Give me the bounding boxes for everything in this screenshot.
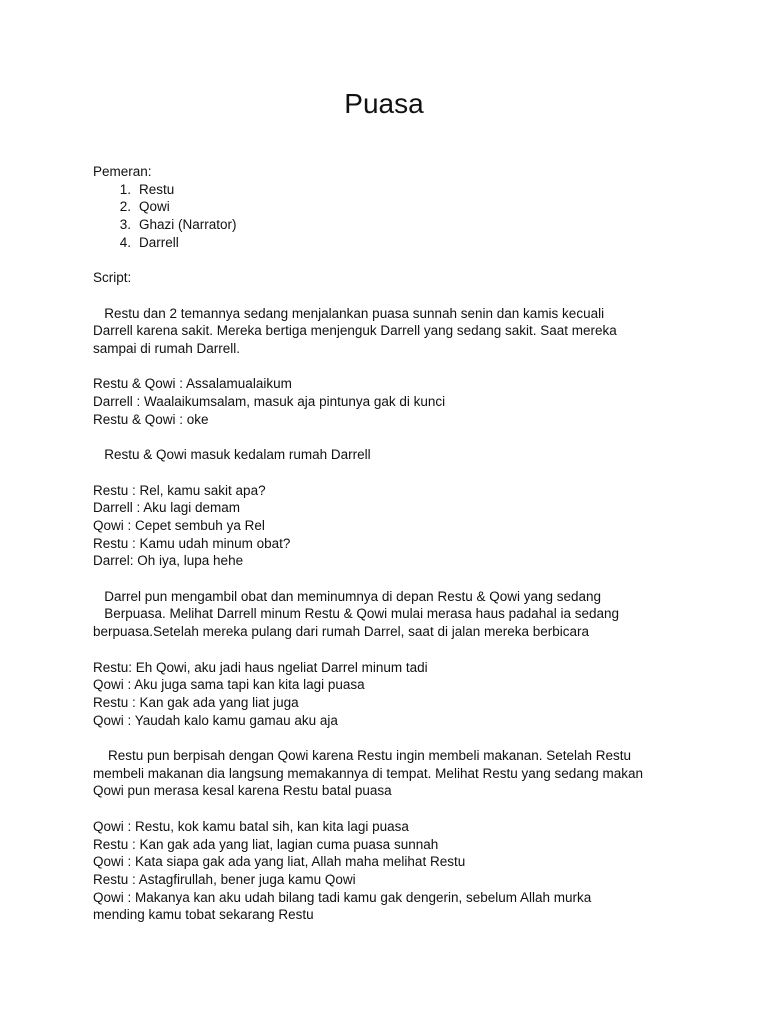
dialogue-block	[93, 818, 693, 924]
dialogue-line: Restu & Qowi : Assalamualaikum	[93, 376, 292, 392]
dialogue-line: Qowi : Cepet sembuh ya Rel	[93, 517, 265, 533]
cast-name: Restu	[139, 181, 175, 197]
dialogue-block	[93, 659, 693, 730]
cast-name: Darrell	[139, 234, 179, 250]
narration-paragraph	[93, 588, 693, 641]
dialogue-line: Restu & Qowi : oke	[93, 411, 209, 427]
dialogue-line: Qowi : Kata siapa gak ada yang liat, Allah maha melihat Restu	[93, 854, 466, 870]
narration-line: sampai di rumah Darrell.	[93, 340, 241, 356]
dialogue-line: Restu : Kamu udah minum obat?	[93, 535, 291, 551]
cast-name: Qowi	[139, 199, 170, 215]
narration-line: Restu & Qowi masuk kedalam rumah Darrell	[93, 447, 371, 463]
dialogue-line: Restu : Astagfirullah, bener juga kamu Qowi	[93, 871, 356, 887]
narration-line: Berpuasa. Melihat Darrell minum Restu & Qowi mulai merasa haus padahal ia sedang	[93, 606, 620, 622]
cast-number: 1.	[119, 181, 131, 197]
document-title: Puasa	[344, 88, 424, 119]
cast-name: Ghazi (Narrator)	[139, 217, 237, 233]
narration-line: berpuasa.Setelah mereka pulang dari rumah Darrel, saat di jalan mereka berbicara	[93, 624, 590, 640]
narration-line: membeli makanan dia langsung memakannya di tempat. Melihat Restu yang sedang makan	[93, 765, 644, 781]
dialogue-line: Darrell : Aku lagi demam	[93, 500, 241, 516]
dialogue-line: Qowi : Yaudah kalo kamu gamau aku aja	[93, 712, 338, 728]
dialogue-line: Restu : Rel, kamu sakit apa?	[93, 482, 266, 498]
dialogue-line: mending kamu tobat sekarang Restu	[93, 907, 314, 923]
cast-number: 4.	[119, 234, 131, 250]
narration-line: Darrell karena sakit. Mereka bertiga menjenguk Darrell yang sedang sakit. Saat mereka	[93, 323, 617, 339]
dialogue-line: Restu : Kan gak ada yang liat juga	[93, 694, 299, 710]
cast-label: Pemeran:	[93, 164, 152, 179]
cast-number: 2.	[119, 199, 131, 215]
narration-paragraph	[93, 305, 693, 358]
dialogue-line: Darrel: Oh iya, lupa hehe	[93, 553, 244, 569]
narration-paragraph	[93, 446, 693, 464]
dialogue-block	[93, 375, 693, 428]
narration-line: Restu dan 2 temannya sedang menjalankan puasa sunnah senin dan kamis kecuali	[93, 305, 605, 321]
dialogue-line: Restu: Eh Qowi, aku jadi haus ngeliat Darrel minum tadi	[93, 659, 428, 675]
dialogue-line: Qowi : Aku juga sama tapi kan kita lagi puasa	[93, 677, 365, 693]
narration-line: Qowi pun merasa kesal karena Restu batal puasa	[93, 783, 392, 799]
cast-number: 3.	[119, 217, 131, 233]
cast-item	[93, 234, 693, 252]
dialogue-line: Qowi : Restu, kok kamu batal sih, kan kita lagi puasa	[93, 818, 409, 834]
cast-list	[93, 181, 693, 252]
dialogue-line: Darrell : Waalaikumsalam, masuk aja pintunya gak di kunci	[93, 394, 446, 410]
dialogue-line: Restu : Kan gak ada yang liat, lagian cuma puasa sunnah	[93, 836, 439, 852]
narration-paragraph	[93, 747, 693, 800]
dialogue-line: Qowi : Makanya kan aku udah bilang tadi kamu gak dengerin, sebelum Allah murka	[93, 889, 592, 905]
document-body	[93, 163, 693, 924]
cast-item	[93, 198, 693, 216]
narration-line: Darrel pun mengambil obat dan meminumnya di depan Restu & Qowi yang sedang	[93, 588, 602, 604]
cast-item	[93, 181, 693, 199]
script-label: Script:	[93, 270, 132, 286]
cast-item	[93, 216, 693, 234]
dialogue-block	[93, 482, 693, 571]
narration-line: Restu pun berpisah dengan Qowi karena Restu ingin membeli makanan. Setelah Restu	[93, 748, 632, 764]
